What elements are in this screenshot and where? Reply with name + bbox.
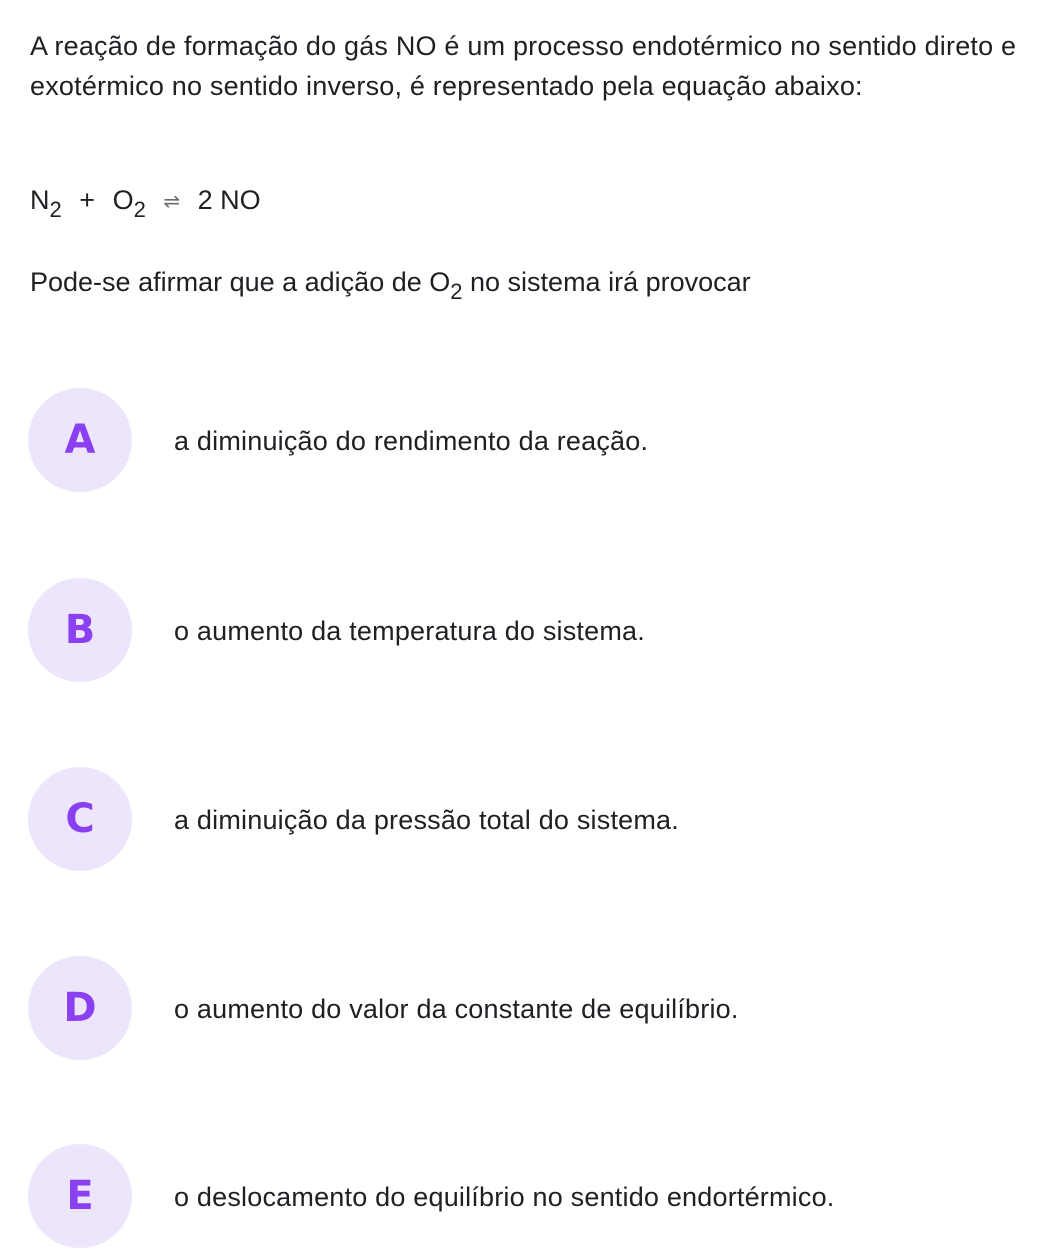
option-b-text: o aumento da temperatura do sistema. (174, 616, 645, 646)
reactant-o2: $O_2$ (112, 185, 146, 222)
option-a-badge: A (28, 388, 132, 492)
option-d[interactable] (28, 956, 1028, 1062)
option-e-text: o deslocamento do equilíbrio no sentido endortérmico. (174, 1182, 835, 1212)
option-c-text: a diminuição da pressão total do sistema. (174, 805, 679, 835)
option-e-badge: E (28, 1144, 132, 1248)
plus-sign: + (79, 185, 96, 215)
option-a[interactable] (28, 388, 1028, 494)
product-no: 2 NO (197, 185, 261, 215)
option-b-badge: B (28, 578, 132, 682)
question-text: A reação de formação do gás NO é um processo endotérmico no sentido direto e exotérmico no sentido inverso, é representado pela equação abaixo: (30, 31, 1017, 101)
option-c[interactable] (28, 767, 1028, 873)
chemical-equation (30, 180, 261, 223)
option-d-text: o aumento do valor da constante de equilíbrio. (174, 994, 739, 1024)
question-prompt: Pode-se afirmar que a adição de $O_2$ no sistema irá provocar (30, 267, 751, 304)
option-d-badge: D (28, 956, 132, 1060)
option-e[interactable] (28, 1144, 1028, 1250)
equilibrium-arrow-icon: ⇌ (163, 191, 181, 213)
option-b[interactable] (28, 578, 1028, 684)
option-c-badge: C (28, 767, 132, 871)
option-a-text: a diminuição do rendimento da reação. (174, 426, 649, 456)
reactant-n2: $N_2$ (30, 185, 62, 222)
